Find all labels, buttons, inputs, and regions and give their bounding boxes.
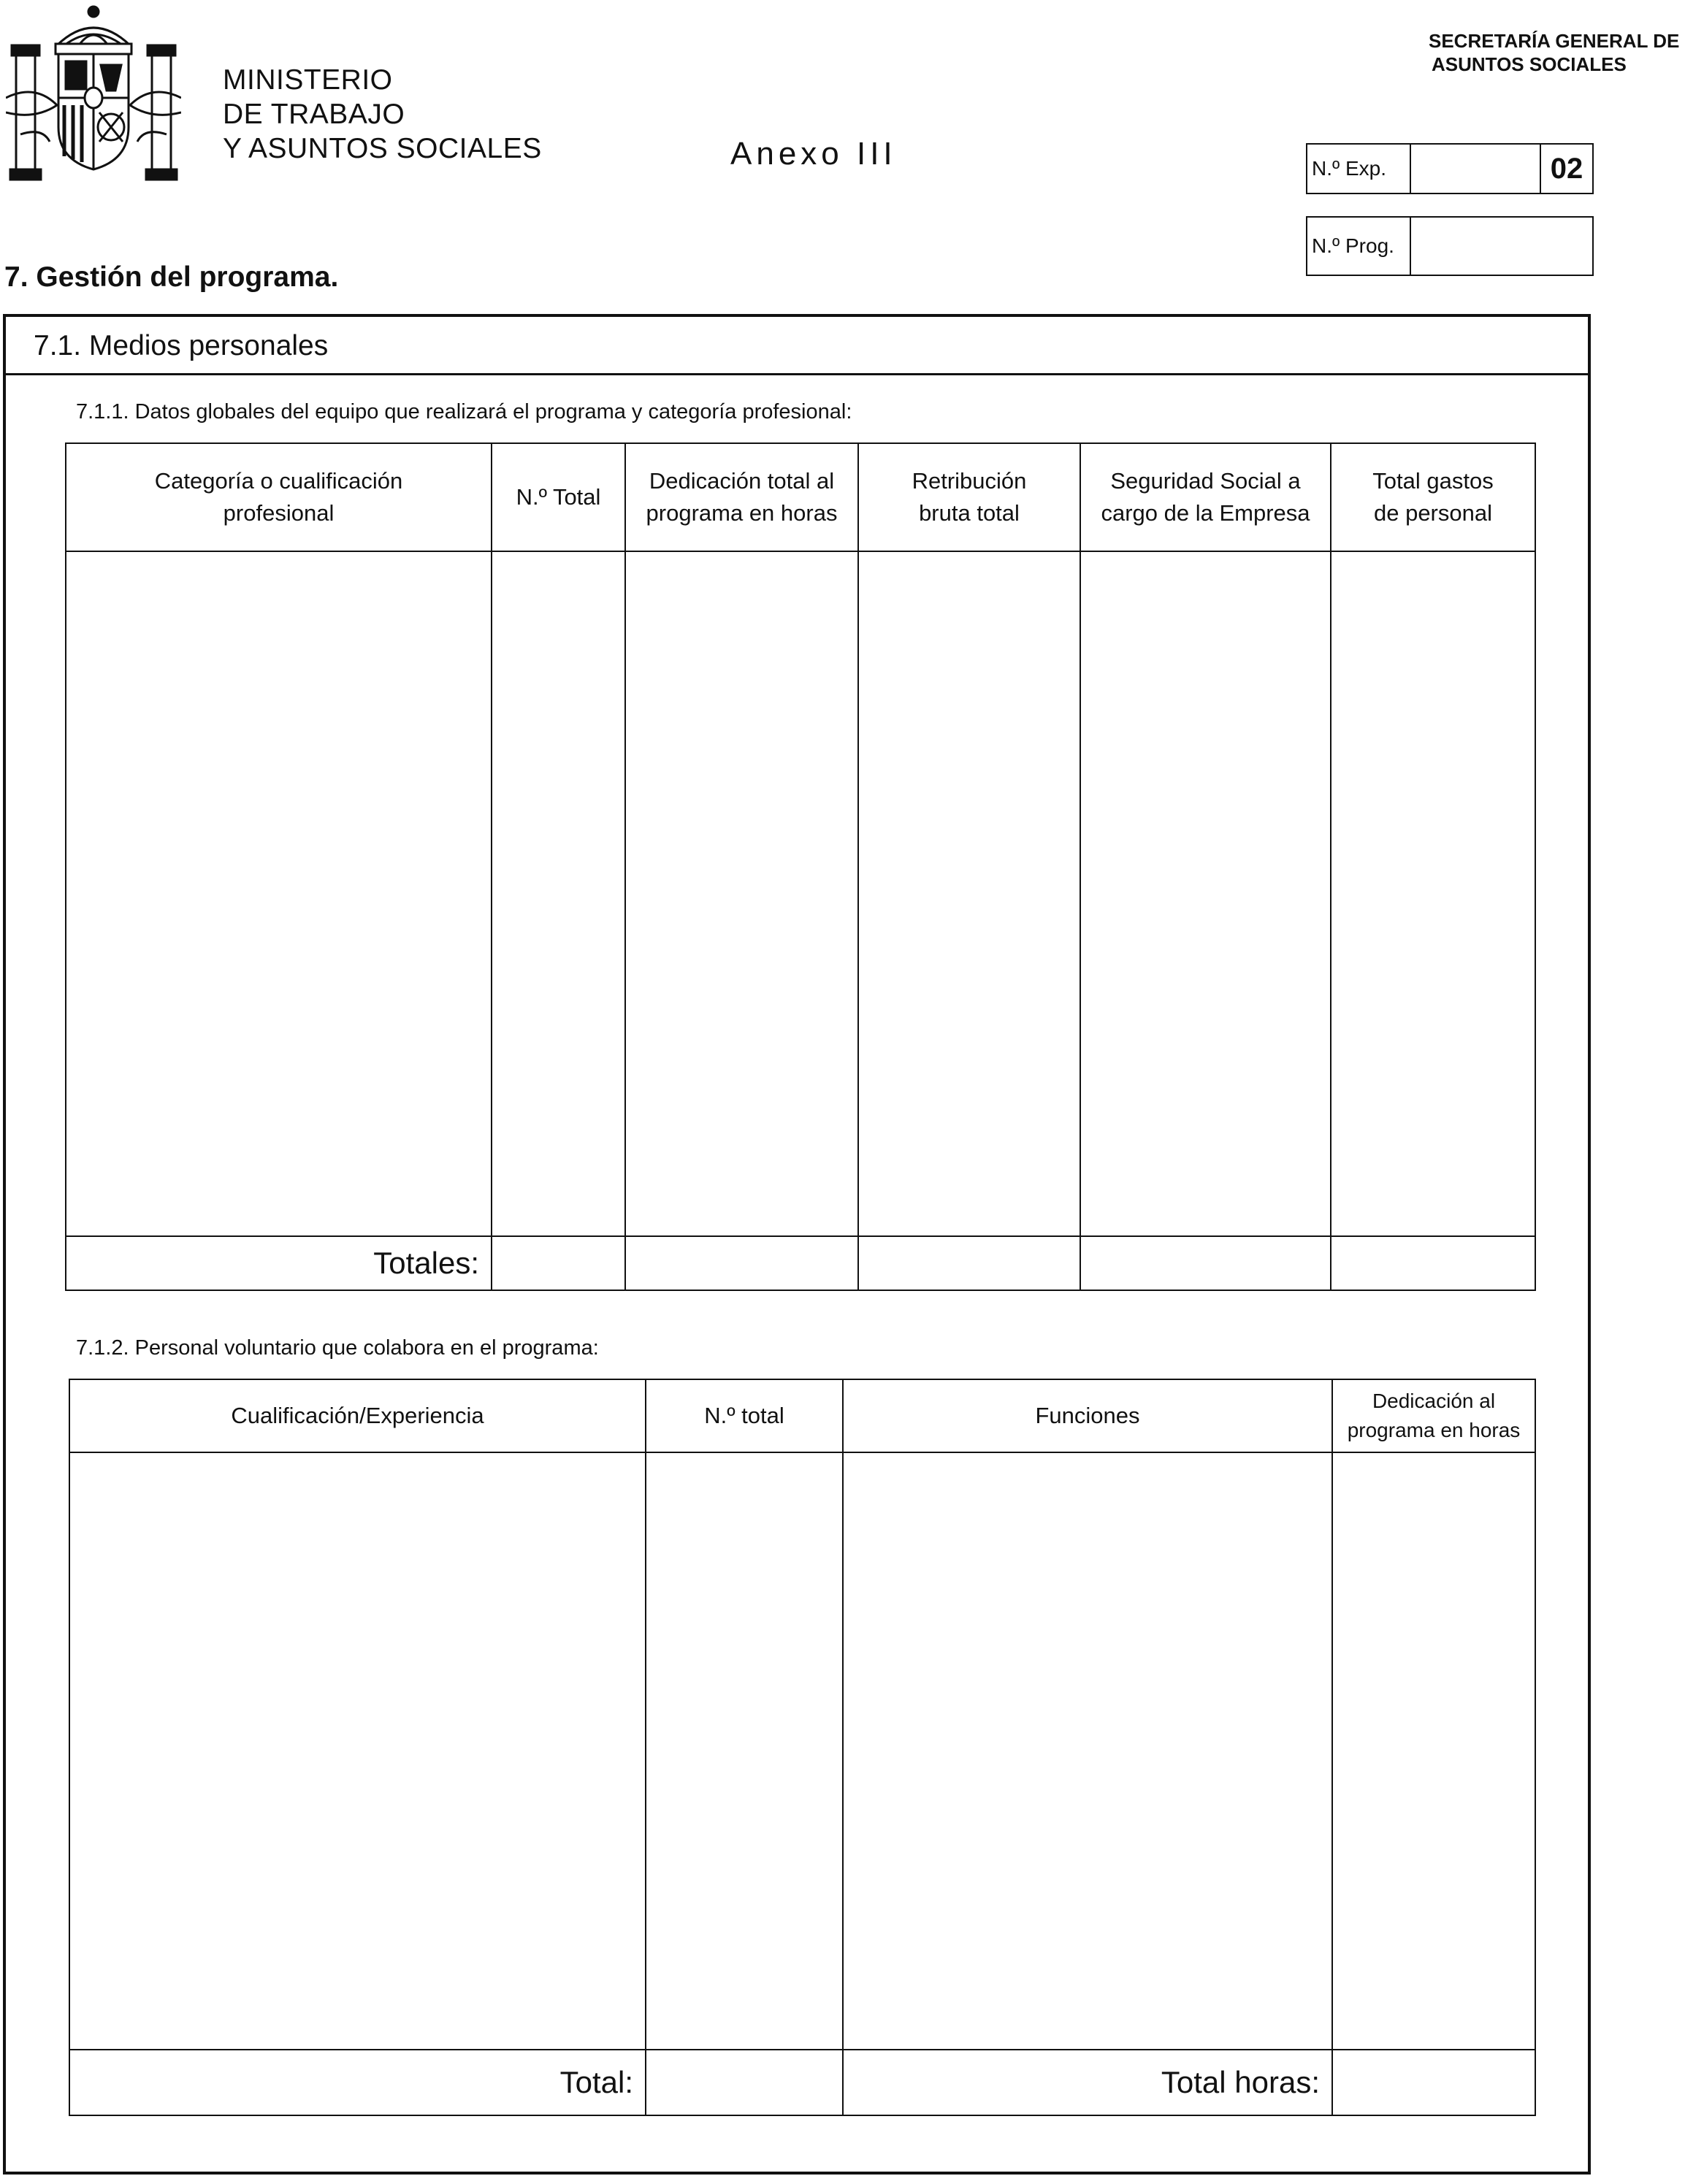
table-row [69, 1452, 1535, 2050]
dedication-entry[interactable] [625, 551, 858, 1236]
volunteer-total-entry[interactable] [646, 1452, 843, 2050]
volunteer-table [69, 1379, 1536, 2116]
totals-staff-cost-field[interactable] [1331, 1236, 1535, 1290]
col-volunteer-total: N.º total [646, 1379, 843, 1452]
col-qualification: Cualificación/Experiencia [69, 1379, 646, 1452]
totals-label: Totales: [66, 1236, 492, 1290]
category-entry[interactable] [66, 551, 492, 1236]
staff-table [65, 442, 1536, 1291]
table-header-row [69, 1379, 1535, 1452]
col-functions: Funciones [843, 1379, 1332, 1452]
ministry-line-1: MINISTERIO [223, 64, 393, 96]
section-title: 7. Gestión del programa. [4, 261, 339, 293]
total-number-entry[interactable] [492, 551, 625, 1236]
annex-title: Anexo III [730, 136, 897, 172]
expedient-code: 02 [1550, 152, 1583, 185]
table1-caption: 7.1.1. Datos globales del equipo que realizará el programa y categoría profesional: [76, 400, 852, 424]
program-number-field[interactable] [1411, 218, 1592, 275]
total-hours-field[interactable] [1332, 2050, 1535, 2115]
ministry-line-3: Y ASUNTOS SOCIALES [223, 133, 542, 164]
program-number-box [1306, 216, 1594, 276]
functions-entry[interactable] [843, 1452, 1332, 2050]
col-volunteer-hours: Dedicación al programa en horas [1332, 1379, 1535, 1452]
secretaria-line-2: ASUNTOS SOCIALES [1432, 53, 1627, 75]
ministry-line-2: DE TRABAJO [223, 99, 405, 130]
program-label: N.º Prog. [1307, 218, 1411, 275]
totals-number-field[interactable] [492, 1236, 625, 1290]
col-category: Categoría o cualificación profesional [66, 443, 492, 551]
col-total-staff-cost: Total gastos de personal [1331, 443, 1535, 551]
gross-pay-entry[interactable] [858, 551, 1080, 1236]
totals-row [69, 2050, 1535, 2115]
subsection-title: 7.1. Medios personales [34, 330, 329, 361]
social-security-entry[interactable] [1080, 551, 1331, 1236]
col-social-security: Seguridad Social a cargo de la Empresa [1080, 443, 1331, 551]
coat-of-arms-emblem [6, 3, 181, 188]
ministry-name [223, 63, 542, 166]
expedient-number-box [1306, 143, 1594, 194]
total-hours-label: Total horas: [843, 2050, 1332, 2115]
totals-row [66, 1236, 1535, 1290]
table-row [66, 551, 1535, 1236]
col-gross-pay: Retribución bruta total [858, 443, 1080, 551]
col-dedication-hours: Dedicación total al programa en horas [625, 443, 858, 551]
secretaria-line-1: SECRETARÍA GENERAL DE [1429, 30, 1680, 52]
totals-social-security-field[interactable] [1080, 1236, 1331, 1290]
volunteer-hours-entry[interactable] [1332, 1452, 1535, 2050]
secretaria-name [1429, 29, 1679, 76]
totals-gross-pay-field[interactable] [858, 1236, 1080, 1290]
qualification-entry[interactable] [69, 1452, 646, 2050]
table2-caption: 7.1.2. Personal voluntario que colabora en el programa: [76, 1336, 599, 1360]
totals-dedication-field[interactable] [625, 1236, 858, 1290]
staff-cost-entry[interactable] [1331, 551, 1535, 1236]
table-header-row [66, 443, 1535, 551]
expedient-label: N.º Exp. [1307, 145, 1411, 193]
expedient-number-field[interactable] [1411, 145, 1541, 193]
total-label: Total: [69, 2050, 646, 2115]
total-volunteers-field[interactable] [646, 2050, 843, 2115]
col-total-number: N.º Total [492, 443, 625, 551]
